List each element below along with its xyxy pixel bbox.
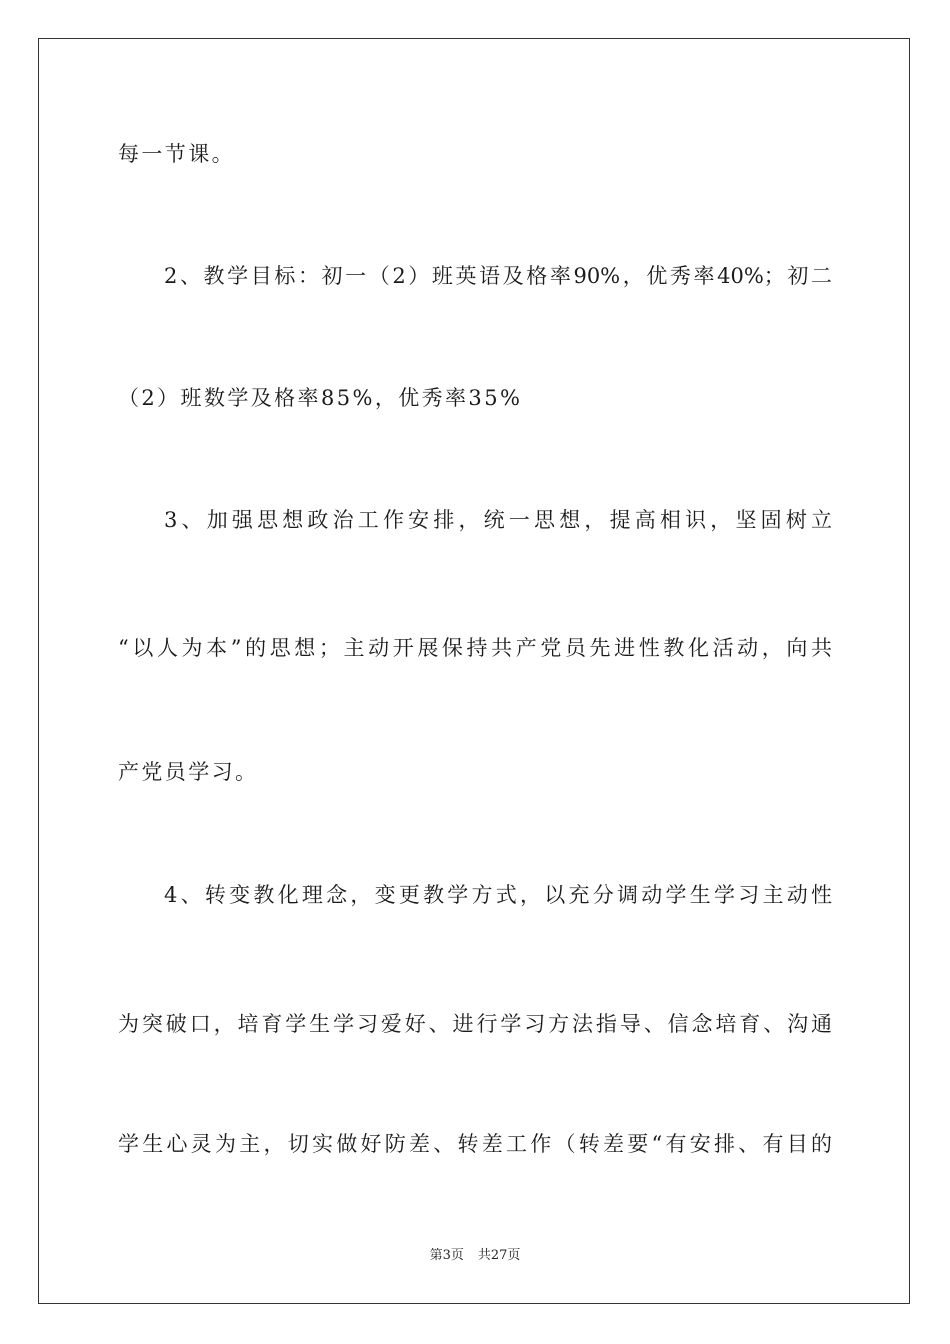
body-line-4: 3、加强思想政治工作安排，统一思想，提高相识，坚固树立 — [164, 508, 832, 532]
page-number-total: 共27页 — [477, 1248, 521, 1263]
body-line-1: 每一节课。 — [118, 142, 235, 166]
page-footer — [0, 1247, 950, 1265]
body-line-9: 学生心灵为主，切实做好防差、转差工作（转差要“有安排、有目的 — [118, 1132, 832, 1156]
body-line-7: 4、转变教化理念，变更教学方式，以充分调动学生学习主动性 — [164, 883, 832, 907]
page-border — [38, 38, 910, 1304]
body-line-5: “以人为本”的思想；主动开展保持共产党员先进性教化活动，向共 — [118, 636, 832, 660]
body-line-6: 产党员学习。 — [118, 760, 259, 784]
page-number-current: 第3页 — [429, 1248, 464, 1263]
body-line-2: 2、教学目标：初一（2）班英语及格率90%，优秀率40%；初二 — [164, 264, 832, 288]
body-line-3: （2）班数学及格率85%，优秀率35% — [118, 386, 523, 410]
body-line-8: 为突破口，培育学生学习爱好、进行学习方法指导、信念培育、沟通 — [118, 1012, 832, 1036]
